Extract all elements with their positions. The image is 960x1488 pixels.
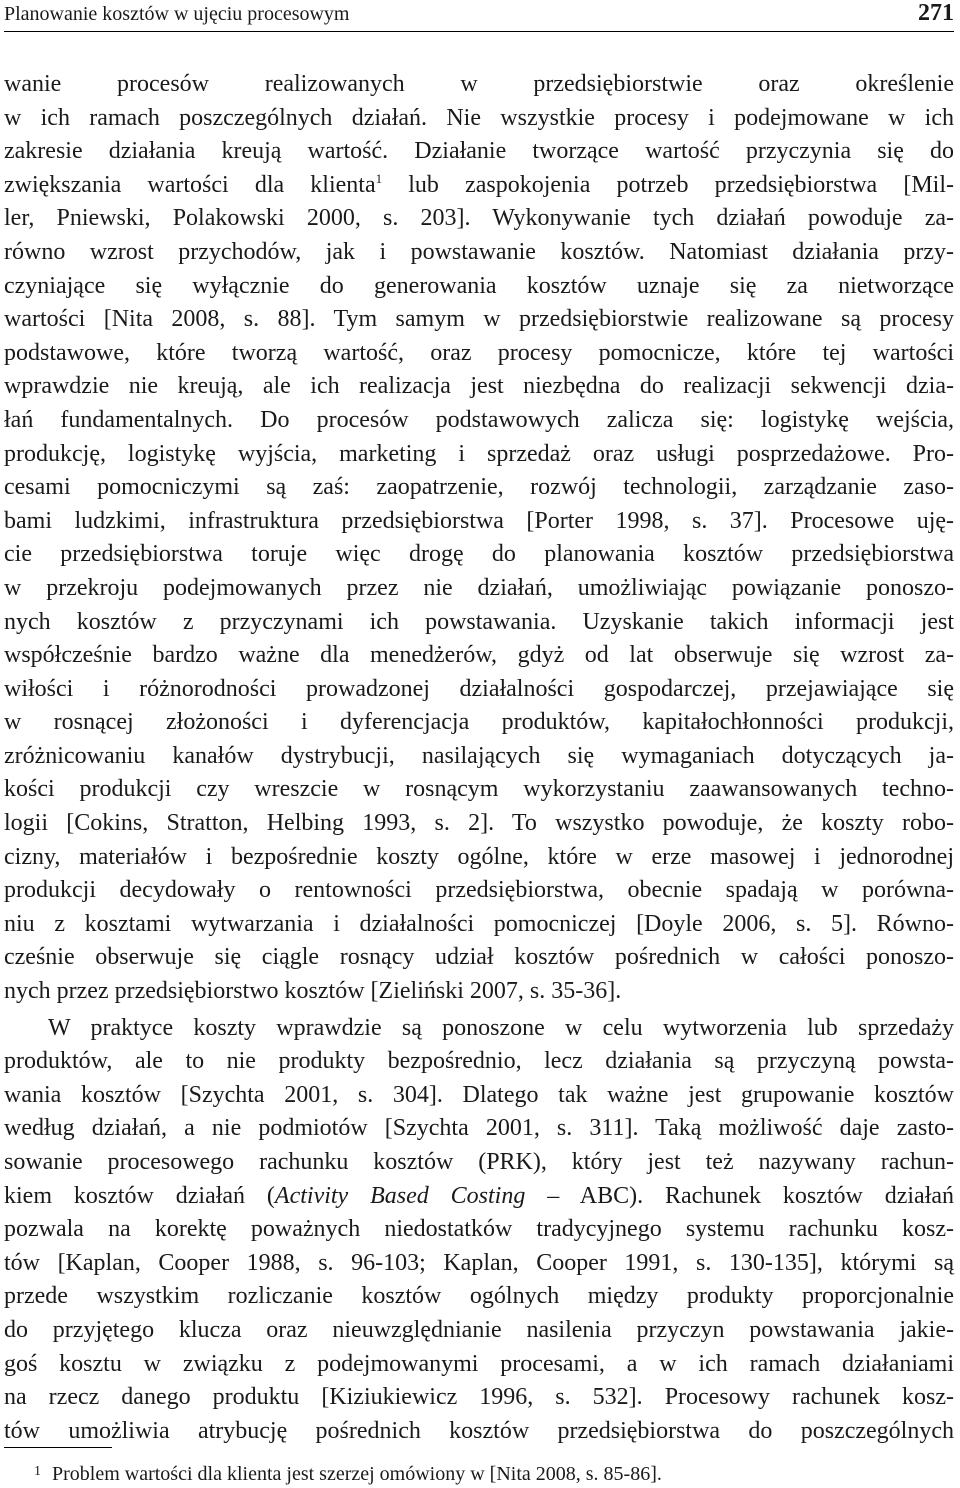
text-line: wanie procesów realizowanych w przedsiębiorstwie oraz określenie: [4, 71, 954, 97]
text-line: bami ludzkimi, infrastruktura przedsiębiorstwa [Porter 1998, s. 37]. Procesowe uję-: [4, 507, 954, 534]
text-line: wania kosztów [Szychta 2001, s. 304]. Dlatego tak ważne jest grupowanie kosztów: [4, 1081, 954, 1108]
text-line: cizny, materiałów i bezpośrednie koszty ogólne, które w erze masowej i jednorodnej: [4, 843, 954, 870]
running-header: [4, 0, 954, 32]
text-segment: – ABC). Rachunek kosztów działań: [525, 1182, 955, 1209]
body-text: [4, 68, 954, 1448]
text-line: tów [Kaplan, Cooper 1988, s. 96-103; Kaplan, Cooper 1991, s. 130-135], którymi są: [4, 1249, 954, 1276]
text-line: cesami pomocniczymi są zaś: zaopatrzenie, rozwój technologii, zarządzanie zaso-: [4, 474, 954, 501]
text-line: w rosnącej złożoności i dyferencjacja produktów, kapitałochłonności produkcji,: [4, 709, 954, 736]
text-line: wprawdzie nie kreują, ale ich realizacja jest niezbędna do realizacji sekwencji dzia-: [4, 373, 954, 400]
text-segment: zwiększania wartości dla klienta: [4, 171, 376, 198]
italic-term: Activity Based Costing: [274, 1182, 526, 1209]
text-line: kości produkcji czy wreszcie w rosnącym wykorzystaniu zaawansowanych techno-: [4, 776, 954, 803]
footnote-mark: 1: [34, 1464, 41, 1479]
running-title: Planowanie kosztów w ujęciu procesowym: [4, 3, 350, 25]
text-segment: lub zaspokojenia potrzeb przedsiębiorstwa [Mil-: [382, 171, 955, 198]
text-line: [4, 169, 954, 203]
text-line: [4, 1180, 954, 1214]
text-line: wiłości i różnorodności prowadzonej działalności gospodarczej, przejawiające się: [4, 675, 954, 702]
text-line: ler, Pniewski, Polakowski 2000, s. 203]. Wykonywanie tych działań powoduje za-: [4, 205, 954, 232]
text-line: logii [Cokins, Stratton, Helbing 1993, s. 2]. To wszystko powoduje, że koszty robo-: [4, 810, 954, 837]
text-line: zakresie działania kreują wartość. Działanie tworzące wartość przyczynia się do: [4, 138, 954, 165]
text-line: niu z kosztami wytwarzania i działalności pomocniczej [Doyle 2006, s. 5]. Równo-: [4, 910, 954, 937]
text-line: pozwala na korektę poważnych niedostatków tradycyjnego systemu rachunku kosz-: [4, 1216, 954, 1243]
text-line: zróżnicowaniu kanałów dystrybucji, nasilających się wymaganiach dotyczących ja-: [4, 742, 954, 769]
text-line: tów umożliwia atrybucję pośrednich kosztów przedsiębiorstwa do poszczególnych: [4, 1417, 954, 1444]
text-line: wartości [Nita 2008, s. 88]. Tym samym w przedsiębiorstwie realizowane są procesy: [4, 306, 954, 333]
text-line: równo wzrost przychodów, jak i powstawanie kosztów. Natomiast działania przy-: [4, 238, 954, 265]
footnote-reference: 1: [375, 170, 383, 186]
text-line: produkcję, logistykę wyjścia, marketing i sprzedaż oraz usługi posprzedażowe. Pro-: [4, 440, 954, 467]
text-line: czyniające się wyłącznie do generowania kosztów uznaje się za nietworzące: [4, 272, 954, 299]
footnote-separator: [4, 1447, 112, 1448]
text-line: nych kosztów z przyczynami ich powstawania. Uzyskanie takich informacji jest: [4, 608, 954, 635]
text-line: według działań, a nie podmiotów [Szychta 2001, s. 311]. Taką możliwość daje zasto-: [4, 1115, 954, 1142]
text-line: w ich ramach poszczególnych działań. Nie wszystkie procesy i podejmowane w ich: [4, 104, 954, 131]
text-line: sowanie procesowego rachunku kosztów (PRK), który jest też nazywany rachun-: [4, 1149, 954, 1175]
text-line: przede wszystkim rozliczanie kosztów ogólnych między produkty proporcjonalnie: [4, 1283, 954, 1310]
text-line: w przekroju podejmowanych przez nie działań, umożliwiając powiązanie ponoszo-: [4, 574, 954, 601]
page-number: 271: [918, 0, 954, 26]
paragraph-start-line: W praktyce koszty wprawdzie są ponoszone w celu wytworzenia lub sprzedaży: [48, 1014, 954, 1041]
text-line: produktów, ale to nie produkty bezpośrednio, lecz działania są przyczyną powsta-: [4, 1048, 954, 1075]
text-line: na rzecz danego produktu [Kiziukiewicz 1996, s. 532]. Procesowy rachunek kosz-: [4, 1384, 954, 1411]
footnote-text: Problem wartości dla klienta jest szerzej omówiony w [Nita 2008, s. 85-86].: [52, 1463, 662, 1485]
text-line: łań fundamentalnych. Do procesów podstawowych zalicza się: logistykę wejścia,: [4, 406, 954, 433]
text-line: do przyjętego klucza oraz nieuwzględnianie nasilenia przyczyn powstawania jakie-: [4, 1316, 954, 1343]
text-line: goś kosztu w związku z podejmowanymi procesami, a w ich ramach działaniami: [4, 1350, 954, 1377]
text-line: współcześnie bardzo ważne dla menedżerów, gdyż od lat obserwuje się wzrost za-: [4, 642, 954, 669]
text-segment: kiem kosztów działań (: [4, 1182, 275, 1209]
paragraph-end-line: nych przez przedsiębiorstwo kosztów [Zieliński 2007, s. 35-36].: [4, 978, 622, 1005]
footnote: [4, 1461, 662, 1485]
text-line: podstawowe, które tworzą wartość, oraz procesy pomocnicze, które tej wartości: [4, 339, 954, 366]
text-line: cześnie obserwuje się ciągle rosnący udział kosztów pośrednich w całości ponoszo-: [4, 944, 954, 971]
text-line: produkcji decydowały o rentowności przedsiębiorstwa, obecnie spadają w porówna-: [4, 877, 954, 904]
text-line: cie przedsiębiorstwa toruje więc drogę do planowania kosztów przedsiębiorstwa: [4, 541, 954, 568]
